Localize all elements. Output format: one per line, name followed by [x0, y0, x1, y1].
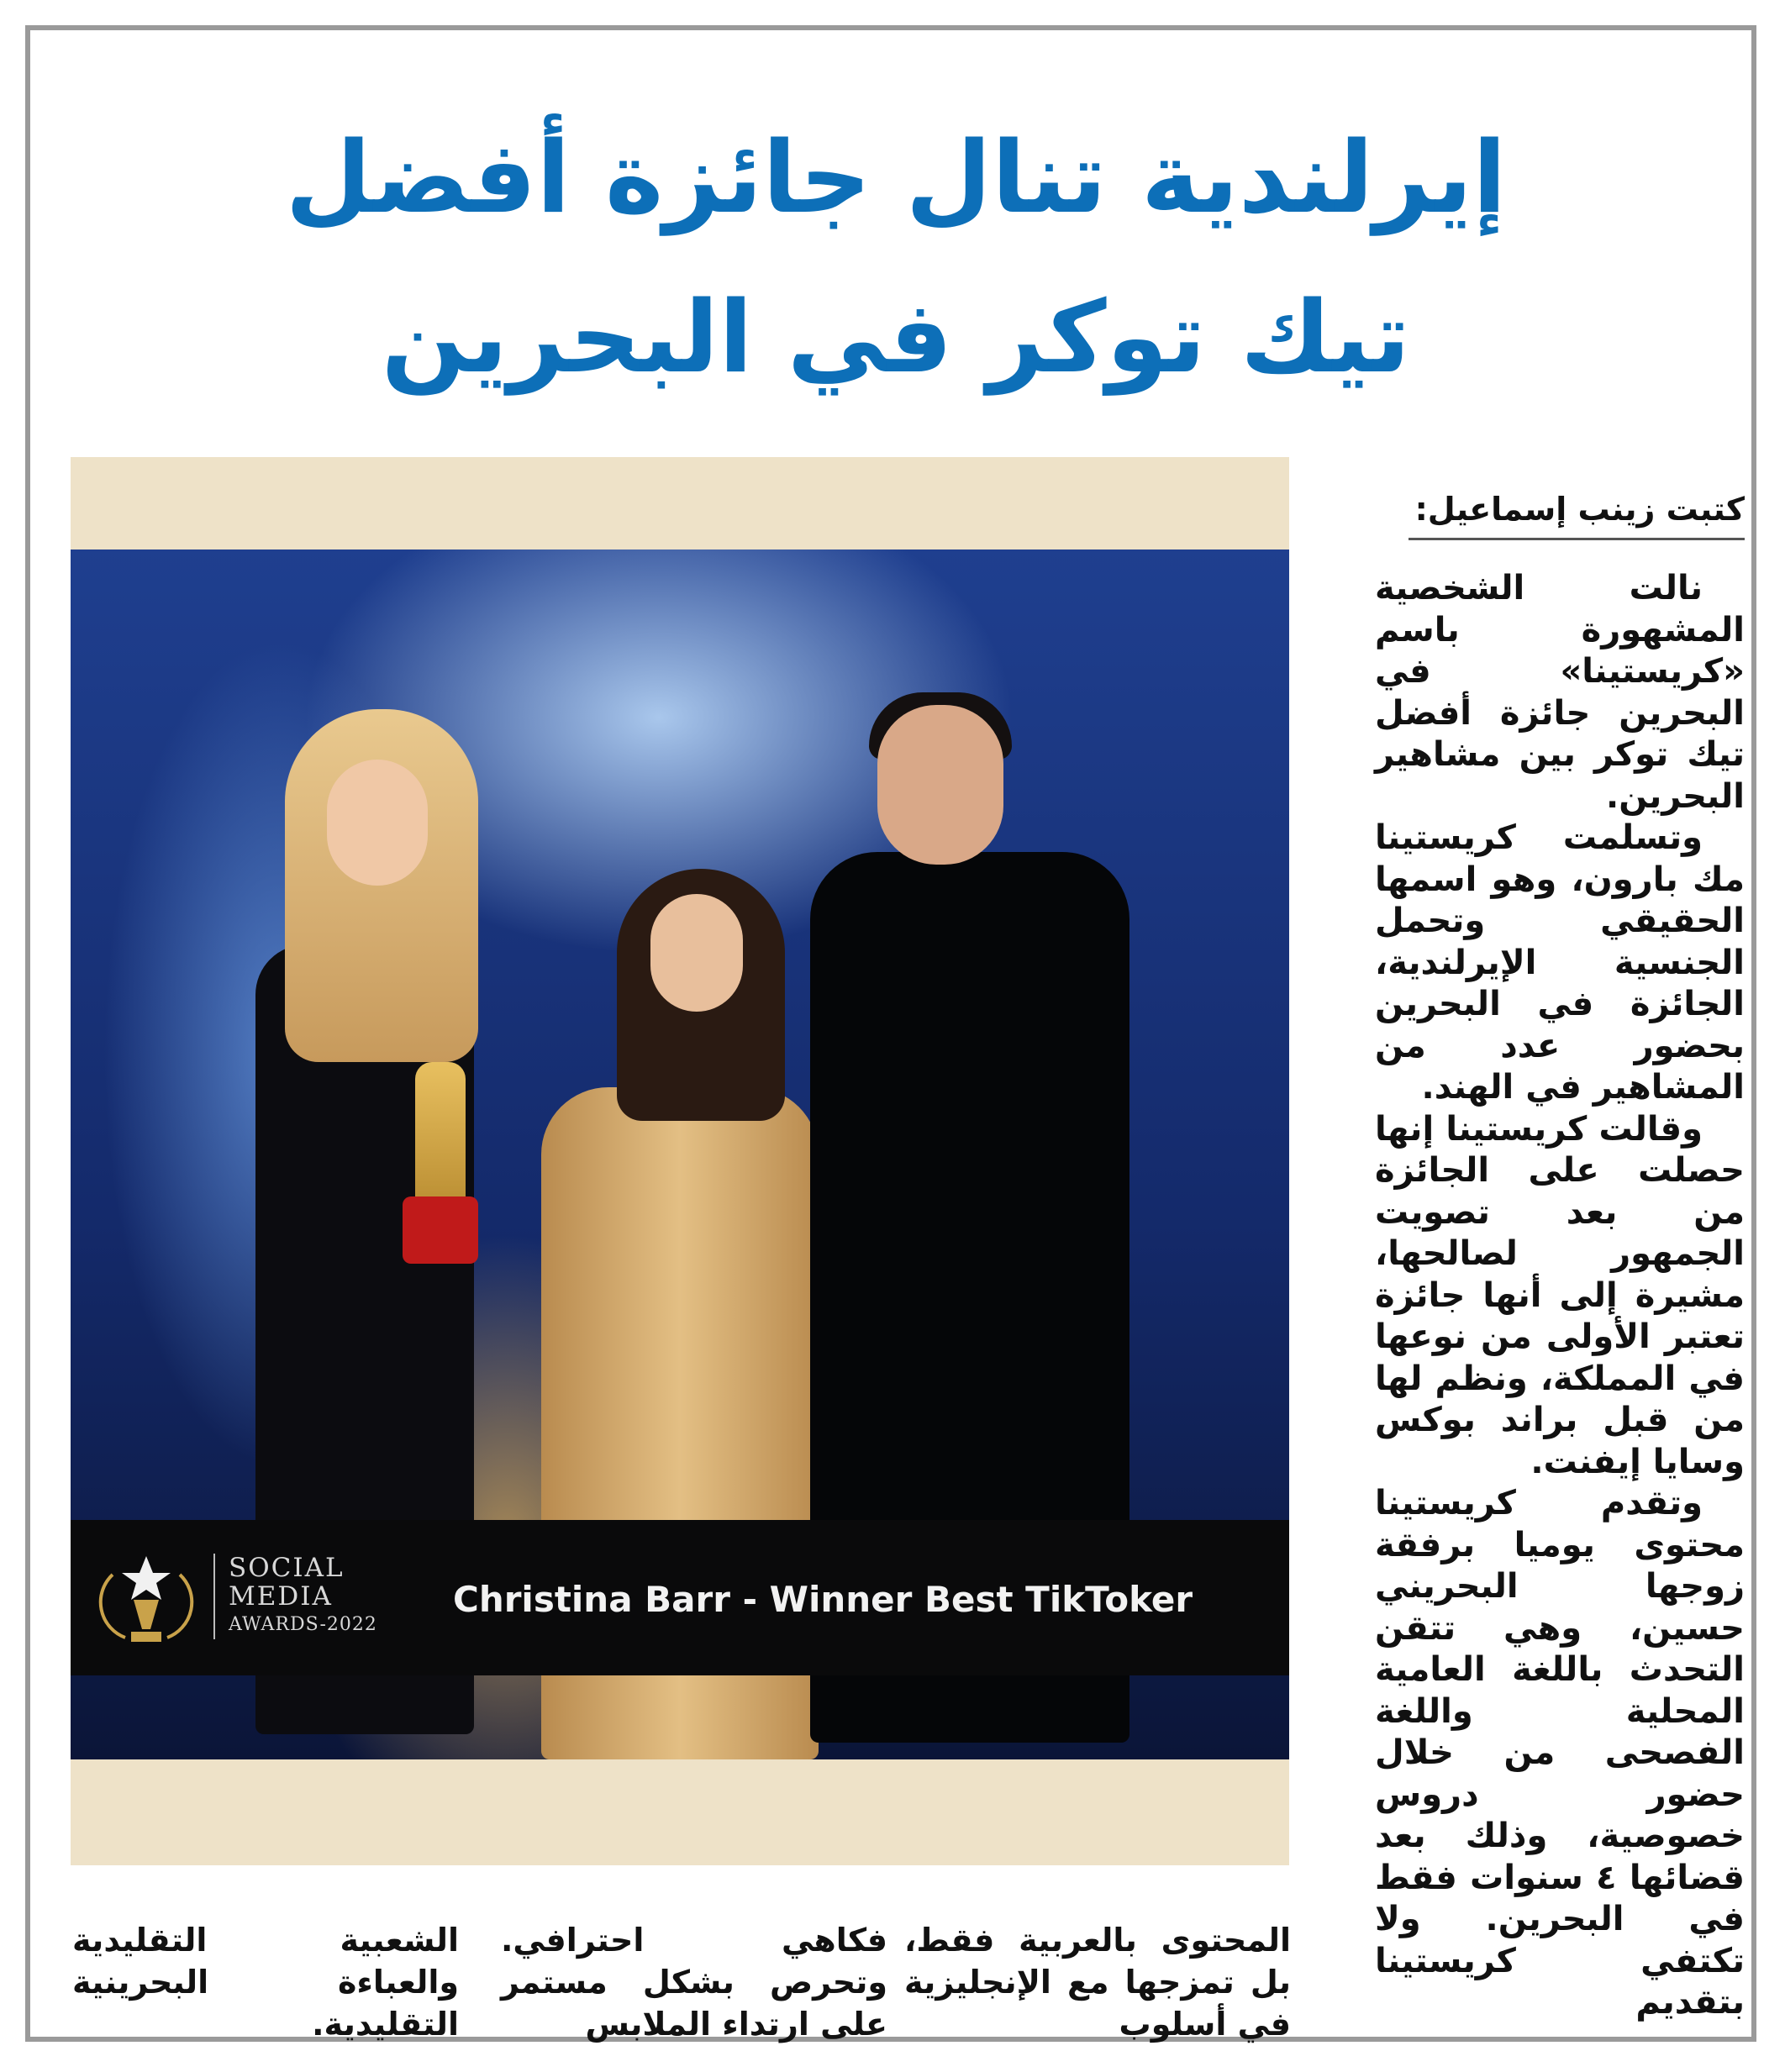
byline: كتبت زينب إسماعيل:: [1409, 491, 1745, 540]
logo-line-1: SOCIAL: [229, 1553, 345, 1583]
caption-banner: [71, 1520, 1289, 1675]
awards-logo-text: [213, 1554, 439, 1639]
photo-caption: Christina Barr - Winner Best TikToker: [453, 1579, 1193, 1620]
presenter-face: [650, 894, 743, 1012]
headline-line-2: تيك توكر في البحرين: [381, 279, 1411, 395]
man-head: [877, 705, 1003, 865]
body-paragraph: نالت الشخصية المشهورة باسم «كريستينا» في البحرين جائزة أفضل تيك توكر بين مشاهير البحرين.: [1375, 569, 1745, 816]
bottom-column-2: فكاهي احترافي. وتحرص بشكل مستمر على ارتداء الملابس: [501, 1922, 887, 2043]
photo-block: [71, 457, 1289, 1865]
bottom-column-1: المحتوى بالعربية فقط، بل تمزجها مع الإنجليزية في أسلوب: [904, 1922, 1291, 2043]
logo-line-2: MEDIA: [229, 1581, 333, 1612]
body-paragraph: وتسلمت كريستينا مك بارون، وهو اسمها الحقيقي وتحمل الجنسية الإيرلندية، الجائزة في البحرين بحضور عدد من المشاهير في الهند.: [1375, 818, 1745, 1107]
star-trophy-icon: [87, 1541, 205, 1659]
award-photo: [71, 550, 1289, 1759]
logo-line-3: AWARDS-2022: [229, 1614, 377, 1635]
body-paragraph: وقالت كريستينا إنها حصلت على الجائزة من بعد تصويت الجمهور لصالحها، مشيرة إلى أنها جائزة تعتبر الأولى من نوعها في المملكة، ونظم لها من قبل براند بوكس وسايا إيفنت.: [1375, 1109, 1745, 1481]
body-right-column: [1375, 568, 1745, 2024]
winner-face: [327, 760, 428, 886]
body-paragraph: وتقدم كريستينا محتوى يوميا برفقة زوجها البحريني حسين، وهي تتقن التحدث باللغة العامية المحلية واللغة الفصحى من خلال حضور دروس خصوصية، وذلك بعد قضائها ٤ سنوات فقط في البحرين. ولا تكتفي كريستينا بتقديم: [1375, 1484, 1745, 2022]
trophy-base: [403, 1196, 478, 1264]
article-frame: [25, 25, 1756, 2042]
headline-line-1: إيرلندية تنال جائزة أفضل: [285, 119, 1507, 235]
bottom-column-3: الشعبية التقليدية والعباءة البحرينية التقليدية.: [72, 1922, 459, 2043]
